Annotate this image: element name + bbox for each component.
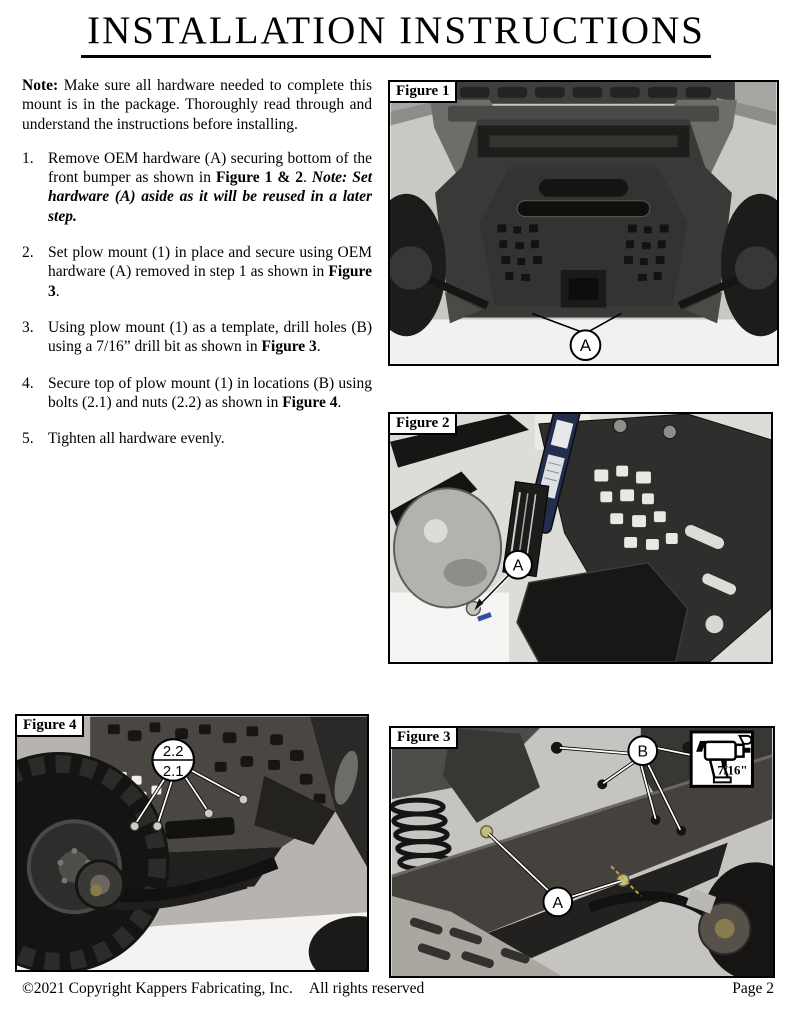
- step-2: 2. Set plow mount (1) in place and secure using OEM hardware (A) removed in step 1 as shown in Figure 3.: [22, 244, 372, 300]
- step-4-figref: Figure 4: [282, 393, 338, 411]
- svg-text:B: B: [637, 743, 649, 761]
- step-4: 4. Secure top of plow mount (1) in locations (B) using bolts (2.1) and nuts (2.2) as shown in Figure 4.: [22, 374, 372, 411]
- step-3-number: 3.: [22, 318, 34, 336]
- figure-2-frame: [388, 412, 773, 664]
- figure-1-label: Figure 1: [388, 80, 457, 103]
- instructions-column: [22, 76, 372, 465]
- note-label: Note:: [22, 77, 59, 94]
- figure-1-frame: [388, 80, 779, 366]
- figure-1-photo: [390, 82, 777, 364]
- step-5-text: Tighten all hardware evenly.: [48, 430, 225, 448]
- step-3-figref: Figure 3: [261, 338, 317, 356]
- step-5: [22, 429, 372, 448]
- drill-size-text: 7/16": [717, 763, 748, 778]
- note-paragraph: [22, 76, 372, 134]
- note-text: Make sure all hardware needed to complete this mount is in the package. Thoroughly read through and understand the instructions before installing.: [22, 77, 372, 133]
- svg-text:2.2: 2.2: [162, 743, 184, 760]
- figure-2-photo: [390, 414, 771, 662]
- drill-bit-size-inset: [691, 732, 752, 786]
- svg-text:A: A: [552, 894, 564, 912]
- step-4-number: 4.: [22, 374, 34, 392]
- step-2-text: Set plow mount (1) in place and secure using OEM hardware (A) removed in step 1 as shown in: [48, 244, 372, 281]
- step-1-figref: Figure 1 & 2: [215, 169, 304, 187]
- figure-4-frame: [15, 714, 369, 972]
- page-number: Page 2: [732, 980, 774, 997]
- svg-text:2.1: 2.1: [162, 763, 184, 780]
- figure-4-label: Figure 4: [15, 714, 84, 737]
- step-1-number: 1.: [22, 149, 34, 167]
- copyright-line: ©2021 Copyright Kappers Fabricating, Inc. All rights reserved: [22, 980, 425, 997]
- figure-2-label: Figure 2: [388, 412, 457, 435]
- page-title: INSTALLATION INSTRUCTIONS: [0, 10, 792, 58]
- svg-text:A: A: [512, 557, 524, 575]
- figure-3-label: Figure 3: [389, 726, 458, 749]
- step-3-text: Using plow mount (1) as a template, drill holes (B) using a 7/16” drill bit as shown in: [48, 318, 372, 356]
- page-footer: [22, 980, 774, 998]
- figure-3-photo: [391, 728, 773, 976]
- svg-text:A: A: [579, 336, 592, 356]
- step-3: 3. Using plow mount (1) as a template, drill holes (B) using a 7/16” drill bit as shown in Figure 3.: [22, 318, 372, 356]
- figure-4-photo: [17, 716, 367, 970]
- step-1-note: Note: Set hardware (A) aside as it will be reused in a later step.: [48, 169, 373, 225]
- step-2-number: 2.: [22, 244, 34, 262]
- step-4-text: Secure top of plow mount (1) in locations (B) using bolts (2.1) and nuts (2.2) as shown in: [48, 374, 372, 411]
- step-1-text: Remove OEM hardware (A) securing bottom of the front bumper as shown in: [48, 149, 372, 187]
- step-2-figref: Figure 3: [48, 263, 372, 300]
- step-5-number: 5.: [22, 430, 34, 448]
- step-1: 1. Remove OEM hardware (A) securing bottom of the front bumper as shown in Figure 1 & 2. Note: Set hardware (A) aside as it will be reused in a later step.: [22, 149, 373, 225]
- figure-3-frame: [389, 726, 775, 978]
